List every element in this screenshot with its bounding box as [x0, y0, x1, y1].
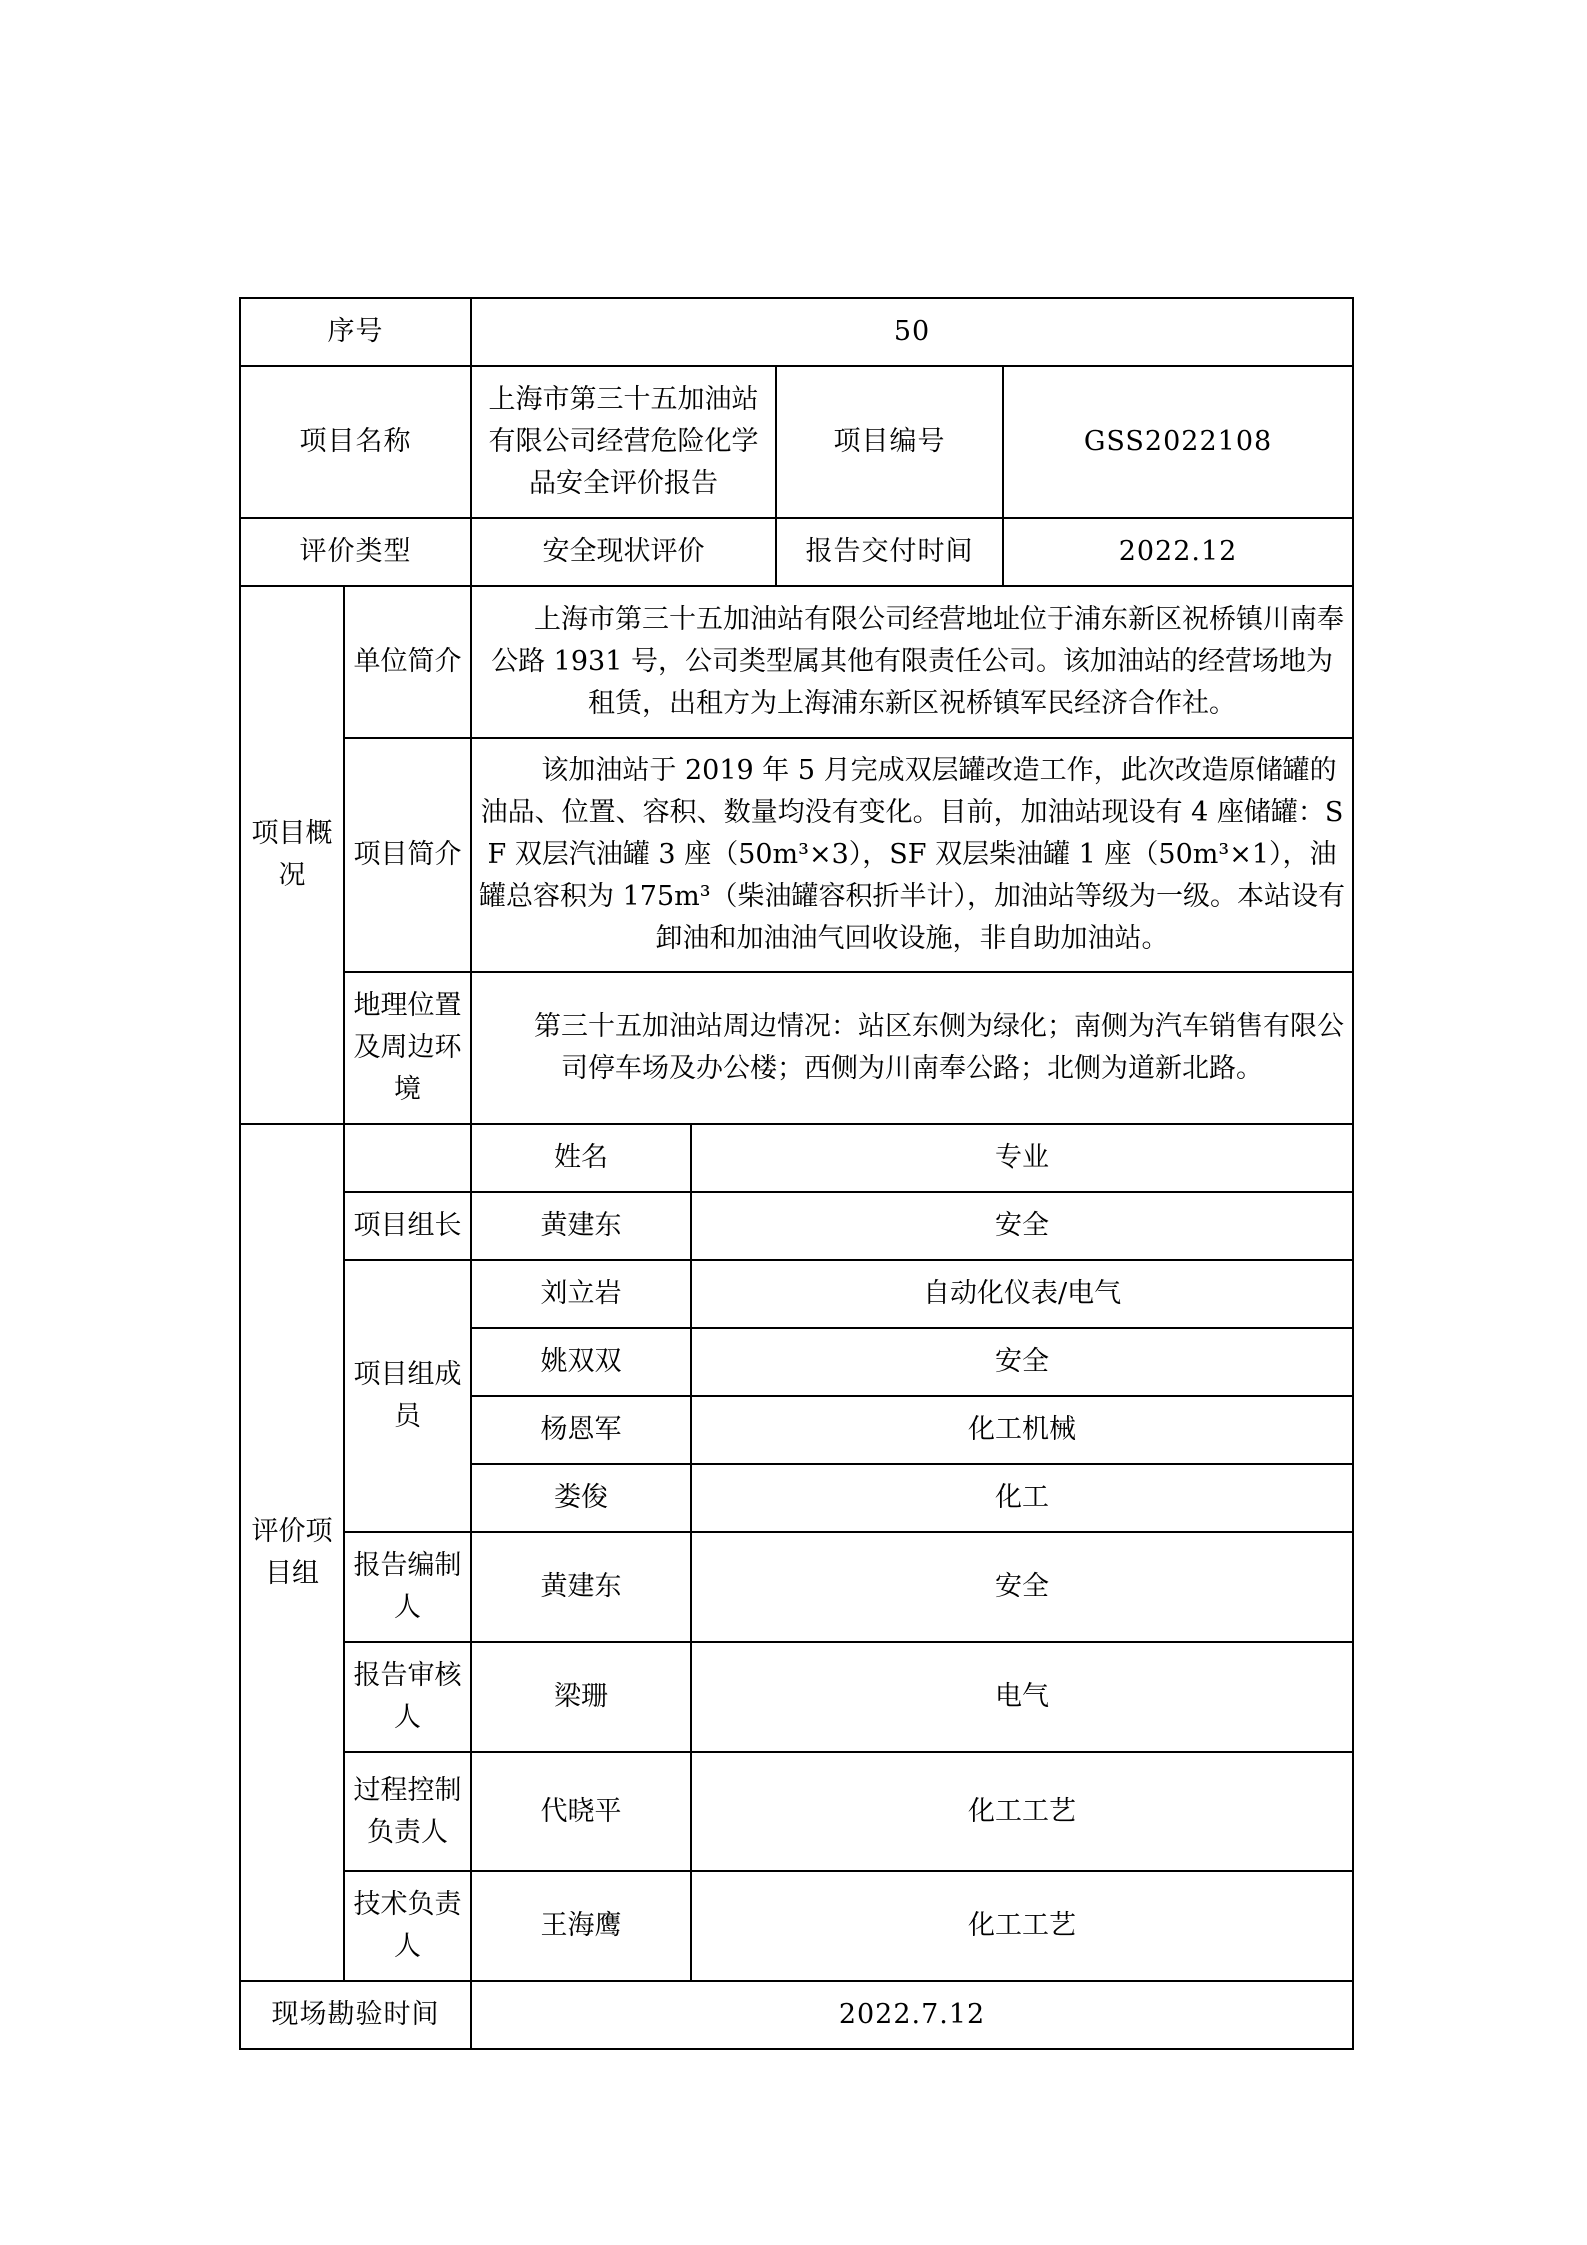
- member-row: [240, 1260, 1353, 1328]
- serial-label: 序号: [240, 298, 471, 366]
- compiler-row: [240, 1532, 1353, 1642]
- reviewer-row: [240, 1642, 1353, 1752]
- reviewer-major: 电气: [691, 1642, 1353, 1752]
- member-major: 化工: [691, 1464, 1353, 1532]
- project-intro-text: 该加油站于 2019 年 5 月完成双层罐改造工作，此次改造原储罐的油品、位置、容积、数量均没有变化。目前，加油站现设有 4 座储罐：SF 双层汽油罐 3 座（50m³×3），SF 双层柴油罐 1 座（50m³×1），油罐总容积为 175m³（柴油罐容积折半计），加油站等级为一级。本站设有卸油和加油油气回收设施，非自助加油站。: [471, 738, 1353, 972]
- unit-intro-text: 上海市第三十五加油站有限公司经营地址位于浦东新区祝桥镇川南奉公路 1931 号，公司类型属其他有限责任公司。该加油站的经营场地为租赁，出租方为上海浦东新区祝桥镇军民经济合作社。: [471, 586, 1353, 738]
- process-row: [240, 1752, 1353, 1871]
- compiler-name: 黄建东: [471, 1532, 691, 1642]
- process-name: 代晓平: [471, 1752, 691, 1871]
- project-name-label: 项目名称: [240, 366, 471, 518]
- member-name: 娄俊: [471, 1464, 691, 1532]
- tech-row: [240, 1871, 1353, 1981]
- survey-date: 2022.7.12: [471, 1981, 1353, 2049]
- member-name: 杨恩军: [471, 1396, 691, 1464]
- delivery-time-label: 报告交付时间: [776, 518, 1003, 586]
- process-major: 化工工艺: [691, 1752, 1353, 1871]
- project-row: [240, 366, 1353, 518]
- leader-label: 项目组长: [344, 1192, 471, 1260]
- project-code: GSS2022108: [1003, 366, 1353, 518]
- project-code-label: 项目编号: [776, 366, 1003, 518]
- survey-label: 现场勘验时间: [240, 1981, 471, 2049]
- project-intro-label: 项目简介: [344, 738, 471, 972]
- location-label: 地理位置及周边环境: [344, 972, 471, 1124]
- tech-label: 技术负责人: [344, 1871, 471, 1981]
- unit-intro-label: 单位简介: [344, 586, 471, 738]
- serial-value: 50: [471, 298, 1353, 366]
- compiler-label: 报告编制人: [344, 1532, 471, 1642]
- evaluation-type: 安全现状评价: [471, 518, 776, 586]
- members-label: 项目组成员: [344, 1260, 471, 1532]
- tech-name: 王海鹰: [471, 1871, 691, 1981]
- member-major: 化工机械: [691, 1396, 1353, 1464]
- reviewer-name: 梁珊: [471, 1642, 691, 1752]
- team-header-blank: [344, 1124, 471, 1192]
- project-intro-row: [240, 738, 1353, 972]
- leader-name: 黄建东: [471, 1192, 691, 1260]
- compiler-major: 安全: [691, 1532, 1353, 1642]
- process-label: 过程控制负责人: [344, 1752, 471, 1871]
- delivery-time: 2022.12: [1003, 518, 1353, 586]
- member-major: 自动化仪表/电气: [691, 1260, 1353, 1328]
- member-name: 姚双双: [471, 1328, 691, 1396]
- location-row: [240, 972, 1353, 1124]
- evaluation-row: [240, 518, 1353, 586]
- team-label: 评价项目组: [240, 1124, 344, 1981]
- survey-row: [240, 1981, 1353, 2049]
- reviewer-label: 报告审核人: [344, 1642, 471, 1752]
- team-header-row: [240, 1124, 1353, 1192]
- member-major: 安全: [691, 1328, 1353, 1396]
- evaluation-form-table: [239, 297, 1354, 2050]
- col-name-header: 姓名: [471, 1124, 691, 1192]
- project-name: 上海市第三十五加油站有限公司经营危险化学品安全评价报告: [471, 366, 776, 518]
- member-name: 刘立岩: [471, 1260, 691, 1328]
- evaluation-type-label: 评价类型: [240, 518, 471, 586]
- tech-major: 化工工艺: [691, 1871, 1353, 1981]
- leader-major: 安全: [691, 1192, 1353, 1260]
- serial-row: [240, 298, 1353, 366]
- unit-intro-row: [240, 586, 1353, 738]
- overview-label: 项目概况: [240, 586, 344, 1124]
- location-text: 第三十五加油站周边情况：站区东侧为绿化；南侧为汽车销售有限公司停车场及办公楼；西侧为川南奉公路；北侧为道新北路。: [471, 972, 1353, 1124]
- col-major-header: 专业: [691, 1124, 1353, 1192]
- leader-row: [240, 1192, 1353, 1260]
